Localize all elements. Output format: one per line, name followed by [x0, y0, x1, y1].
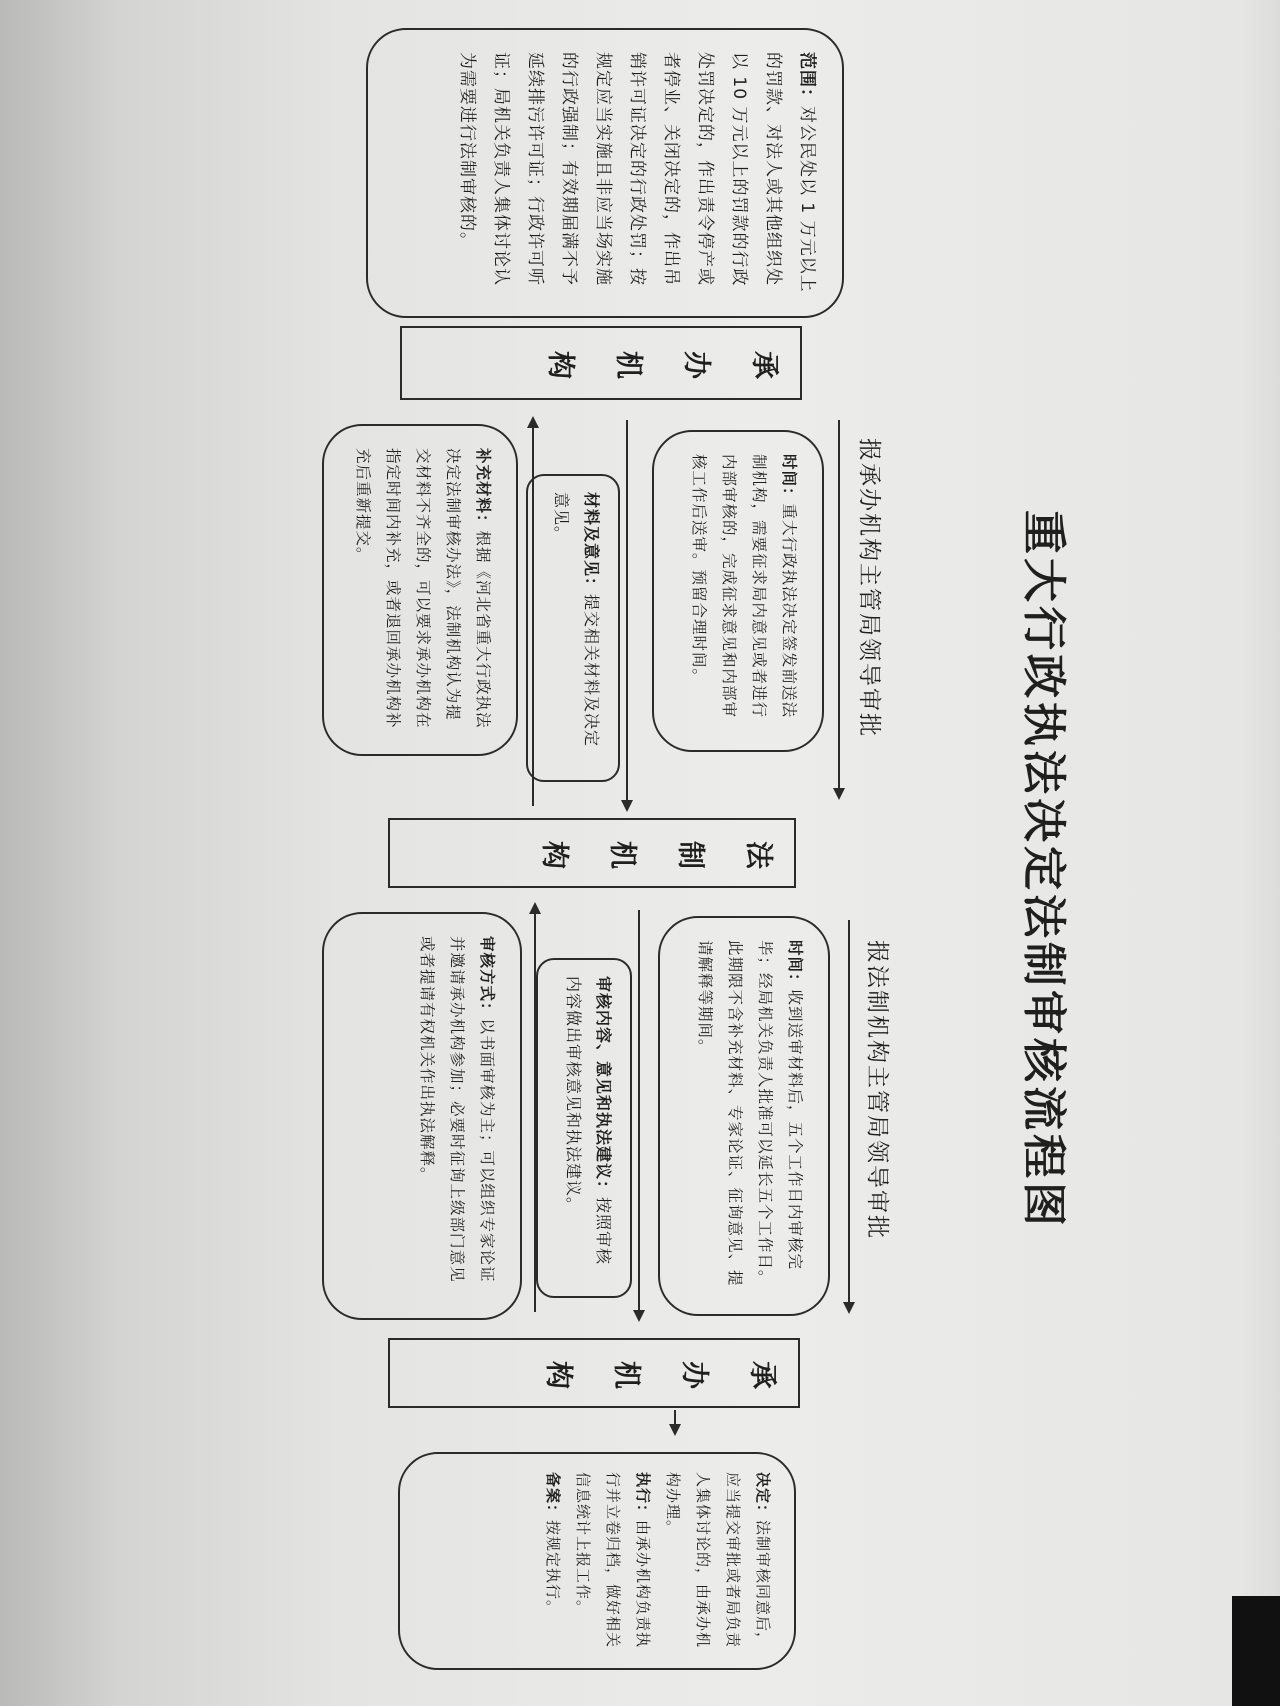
step2-method-text: 以书面审核为主；可以组织专家论证并邀请承办机构参加；必要时征询上级部门意见或者提请有权机关作出执法解释。	[418, 936, 496, 1283]
node-fazhi-label: 法制机构	[502, 837, 774, 870]
step2-time-box	[658, 916, 830, 1316]
page-title: 重大行政执法决定法制审核流程图	[1018, 510, 1069, 1230]
step1-materials-text: 提交相关材料及决定意见。	[552, 492, 601, 748]
scope-heading: 范围：	[797, 52, 817, 106]
step1-materials-heading: 材料及意见：	[582, 492, 601, 595]
step2-return-arrow	[534, 904, 536, 1312]
step2-top-arrow	[848, 920, 850, 1312]
final-execute-text: 由承办机构负责执行并立卷归档，做好相关信息统计上报工作。	[574, 1472, 652, 1649]
step2-method-heading: 审核方式：	[478, 936, 496, 1019]
final-record-heading: 备案：	[544, 1472, 562, 1521]
final-execute-heading: 执行：	[634, 1472, 652, 1521]
final-arrow	[674, 1410, 676, 1434]
final-box	[398, 1452, 796, 1670]
step2-content-box	[536, 958, 632, 1298]
step1-top-arrow	[838, 420, 840, 798]
step2-mid-arrow	[638, 910, 640, 1320]
scope-box	[366, 28, 844, 318]
step2-content-heading: 审核内容、意见和执法建议：	[594, 976, 613, 1198]
node-chengban-2-label: 承办机构	[506, 1357, 778, 1390]
node-chengban-1	[400, 326, 802, 400]
step1-supplement-text: 根据《河北省重大行政执法决定法制审核办法》，法制机构认为提交材料不齐全的，可以要求承办机构在指定时间内补充，或者退回承办机构补充后重新提交。	[354, 448, 492, 729]
step1-label: 报承办机构主管局领导审批	[856, 438, 882, 738]
step2-method-box	[322, 912, 522, 1320]
step1-time-box	[652, 430, 824, 752]
step2-label: 报法制机构主管局领导审批	[864, 940, 890, 1240]
step2-time-text: 收到送审材料后，五个工作日内审核完毕；经局机关负责人批准可以延长五个工作日。此期限不含补充材料、专家论证、征询意见、提请解释等期间。	[696, 940, 804, 1287]
step1-supplement-heading: 补充材料：	[474, 448, 492, 531]
step1-supplement-box	[322, 424, 518, 756]
step1-mid-arrow	[626, 420, 628, 810]
step1-return-arrow	[532, 418, 534, 806]
step2-time-heading: 时间：	[786, 940, 804, 990]
step1-time-text: 重大行政执法决定签发前送法制机构，需要征求局内意见或者进行内部审核的，完成征求意见和内部审核工作后送审。预留合理时间。	[690, 454, 798, 719]
step1-materials-box	[526, 474, 620, 782]
final-record-text: 按规定执行。	[544, 1520, 562, 1617]
scope-text: 对公民处以 1 万元以上的罚款、对法人或其他组织处以 10 万元以上的罚款的行政处罚决定的，作出责令停产或者停业、关闭决定的，作出吊销许可证决定的行政处罚；按规定应当实施且非应当场实施的行政强制；有效期届满不予延续排污许可证；行政许可听证；局机关负责人集体讨论认为需要进行法制审核的。	[457, 52, 817, 293]
node-chengban-1-label: 承办机构	[508, 347, 780, 380]
final-decision-text: 法制审核同意后，应当提交审批或者局负责人集体讨论的，由承办机构办理。	[664, 1472, 772, 1649]
node-chengban-2	[388, 1338, 800, 1408]
step1-time-heading: 时间：	[780, 454, 798, 504]
node-fazhi	[388, 818, 796, 888]
step2-content-text: 按照审核内容做出审核意见和执法建议。	[564, 976, 613, 1266]
final-decision-heading: 决定：	[754, 1472, 772, 1521]
